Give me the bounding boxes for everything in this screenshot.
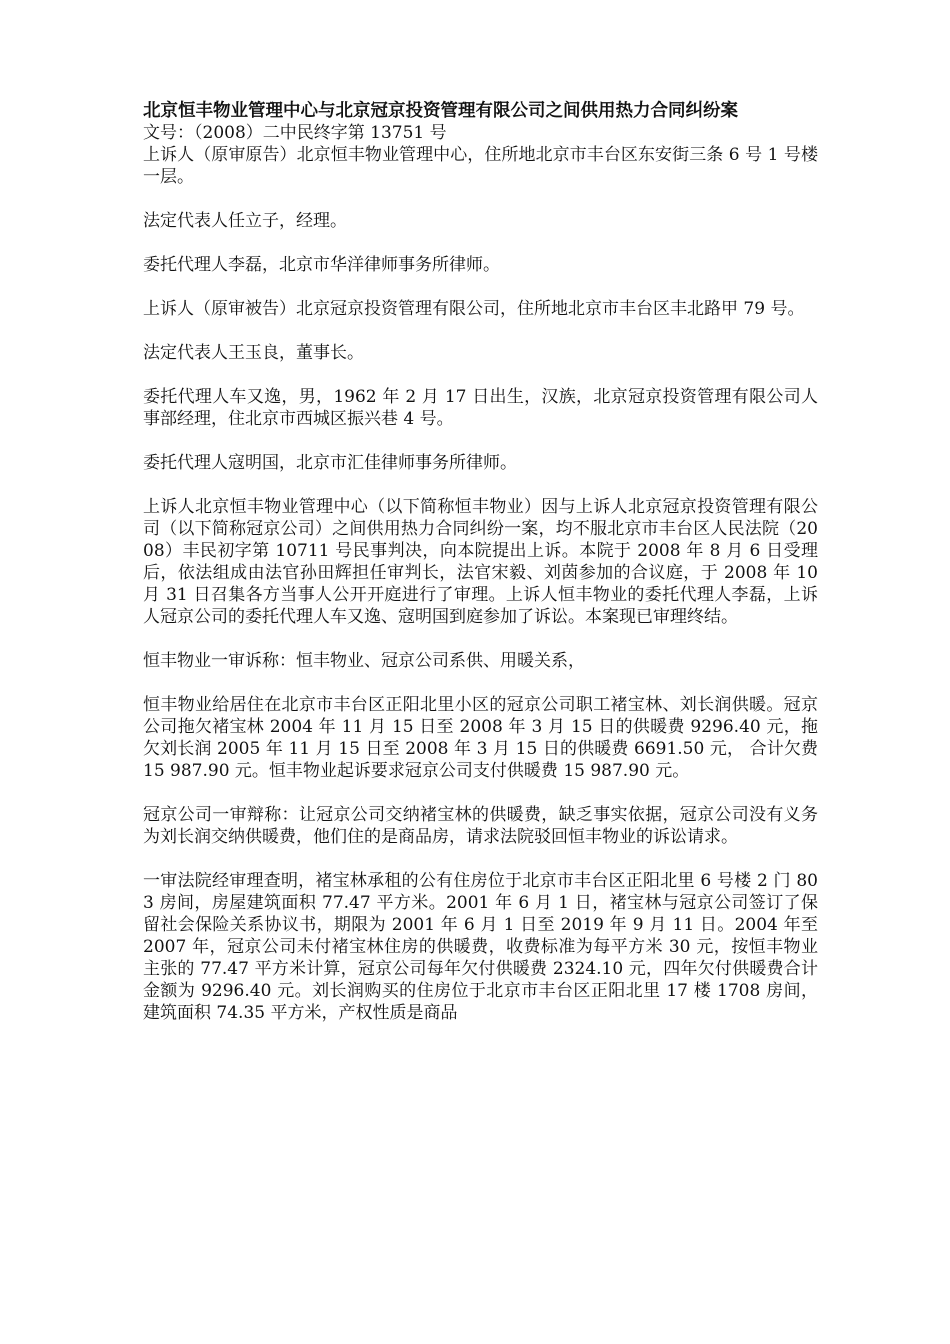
document-page <box>143 100 818 1046</box>
paragraph-agent-1: 委托代理人李磊，北京市华洋律师事务所律师。 <box>143 255 500 275</box>
paragraph-appellant-2: 上诉人（原审被告）北京冠京投资管理有限公司，住所地北京市丰台区丰北路甲 79 号。 <box>143 299 805 319</box>
paragraph-appellant-1: 上诉人（原审原告）北京恒丰物业管理中心，住所地北京市丰台区东安街三条 6 号 1 号楼一层。 <box>143 145 818 187</box>
paragraph-agent-2b: 委托代理人寇明国，北京市汇佳律师事务所律师。 <box>143 453 517 473</box>
paragraph-legal-rep-1: 法定代表人任立子，经理。 <box>143 211 347 231</box>
paragraph-findings: 一审法院经审理查明，褚宝林承租的公有住房位于北京市丰台区正阳北里 6 号楼 2 门 803 房间，房屋建筑面积 77.47 平方米。2001 年 6 月 1 日，褚宝林与冠京公司签订了保留社会保险关系协议书，期限为 2001 年 6 月 1 日至 2019 年 9 月 11 日。2004 年至 2007 年，冠京公司未付褚宝林住房的供暖费，收费标准为每平方米 30 元，按恒丰物业主张的 77.47 平方米计算，冠京公司每年欠付供暖费 2324.10 元，四年欠付供暖费合计金额为 9296.40 元。刘长润购买的住房位于北京市丰台区正阳北里 17 楼 1708 房间，建筑面积 74.35 平方米，产权性质是商品 <box>143 871 818 1023</box>
document-title: 北京恒丰物业管理中心与北京冠京投资管理有限公司之间供用热力合同纠纷案 <box>143 101 738 121</box>
paragraph-defendant-reply: 冠京公司一审辩称：让冠京公司交纳褚宝林的供暖费，缺乏事实依据，冠京公司没有义务为刘长润交纳供暖费，他们住的是商品房，请求法院驳回恒丰物业的诉讼请求。 <box>143 805 818 847</box>
paragraph-legal-rep-2: 法定代表人王玉良，董事长。 <box>143 343 364 363</box>
paragraph-plaintiff-claim-intro: 恒丰物业一审诉称：恒丰物业、冠京公司系供、用暖关系， <box>143 651 585 671</box>
paragraph-agent-2a: 委托代理人车又逸，男，1962 年 2 月 17 日出生，汉族，北京冠京投资管理有限公司人事部经理，住北京市西城区振兴巷 4 号。 <box>143 387 818 429</box>
document-number: 文号：（2008）二中民终字第 13751 号 <box>143 123 447 143</box>
paragraph-plaintiff-claim: 恒丰物业给居住在北京市丰台区正阳北里小区的冠京公司职工褚宝林、刘长润供暖。冠京公司拖欠褚宝林 2004 年 11 月 15 日至 2008 年 3 月 15 日的供暖费 9296.40 元，拖欠刘长润 2005 年 11 月 15 日至 2008 年 3 月 15 日的供暖费 6691.50 元， 合计欠费 15 987.90 元。恒丰物业起诉要求冠京公司支付供暖费 15 987.90 元。 <box>143 695 818 781</box>
paragraph-case-intro: 上诉人北京恒丰物业管理中心（以下简称恒丰物业）因与上诉人北京冠京投资管理有限公司（以下简称冠京公司）之间供用热力合同纠纷一案，均不服北京市丰台区人民法院（2008）丰民初字第 10711 号民事判决，向本院提出上诉。本院于 2008 年 8 月 6 日受理后，依法组成由法官孙田辉担任审判长，法官宋毅、刘茵参加的合议庭，于 2008 年 10 月 31 日召集各方当事人公开开庭进行了审理。上诉人恒丰物业的委托代理人李磊，上诉人冠京公司的委托代理人车又逸、寇明国到庭参加了诉讼。本案现已审理终结。 <box>143 497 818 627</box>
